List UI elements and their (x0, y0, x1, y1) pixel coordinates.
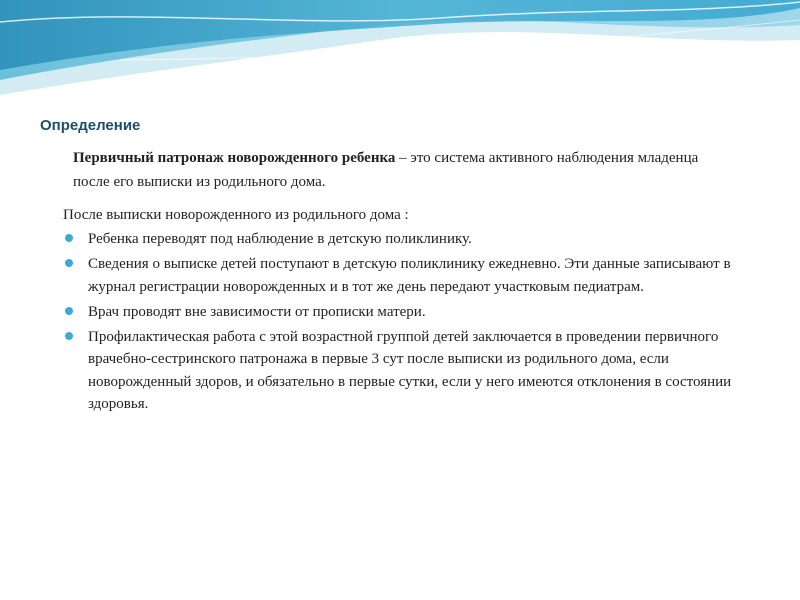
bullet-list (63, 228, 743, 418)
definition-text: – это система активного наблюдения младенца после его выписки из родильного дома. (73, 150, 699, 190)
bullet-item (63, 228, 743, 251)
bullet-dot-icon (65, 307, 73, 315)
bullet-dot-icon (65, 259, 73, 267)
slide-heading: Определение (40, 117, 141, 134)
definition-paragraph (73, 146, 713, 194)
bullet-item (63, 326, 743, 416)
intro-text: После выписки новорожденного из родильного дома : (63, 207, 409, 223)
bullet-text: Ребенка переводят под наблюдение в детскую поликлинику. (88, 231, 472, 247)
decorative-wave-banner (0, 0, 800, 100)
bullet-text: Сведения о выписке детей поступают в детскую поликлинику ежедневно. Эти данные записывают в журнал регистрации новорожденных и в тот же день передают участковым педиатрам. (88, 256, 731, 295)
bullet-dot-icon (65, 234, 73, 242)
bullet-dot-icon (65, 332, 73, 340)
bullet-item (63, 253, 743, 298)
bullet-text: Профилактическая работа с этой возрастной группой детей заключается в проведении первичного врачебно-сестринского патронажа в первые 3 сут после выписки из родильного дома, если новорожденный здоров, и обязательно в первые сутки, если у него имеются отклонения в состоянии здоровья. (88, 328, 732, 412)
definition-term: Первичный патронаж новорожденного ребенка (73, 150, 396, 166)
bullet-text: Врач проводят вне зависимости от прописки матери. (88, 303, 426, 320)
bullet-item (63, 301, 743, 324)
